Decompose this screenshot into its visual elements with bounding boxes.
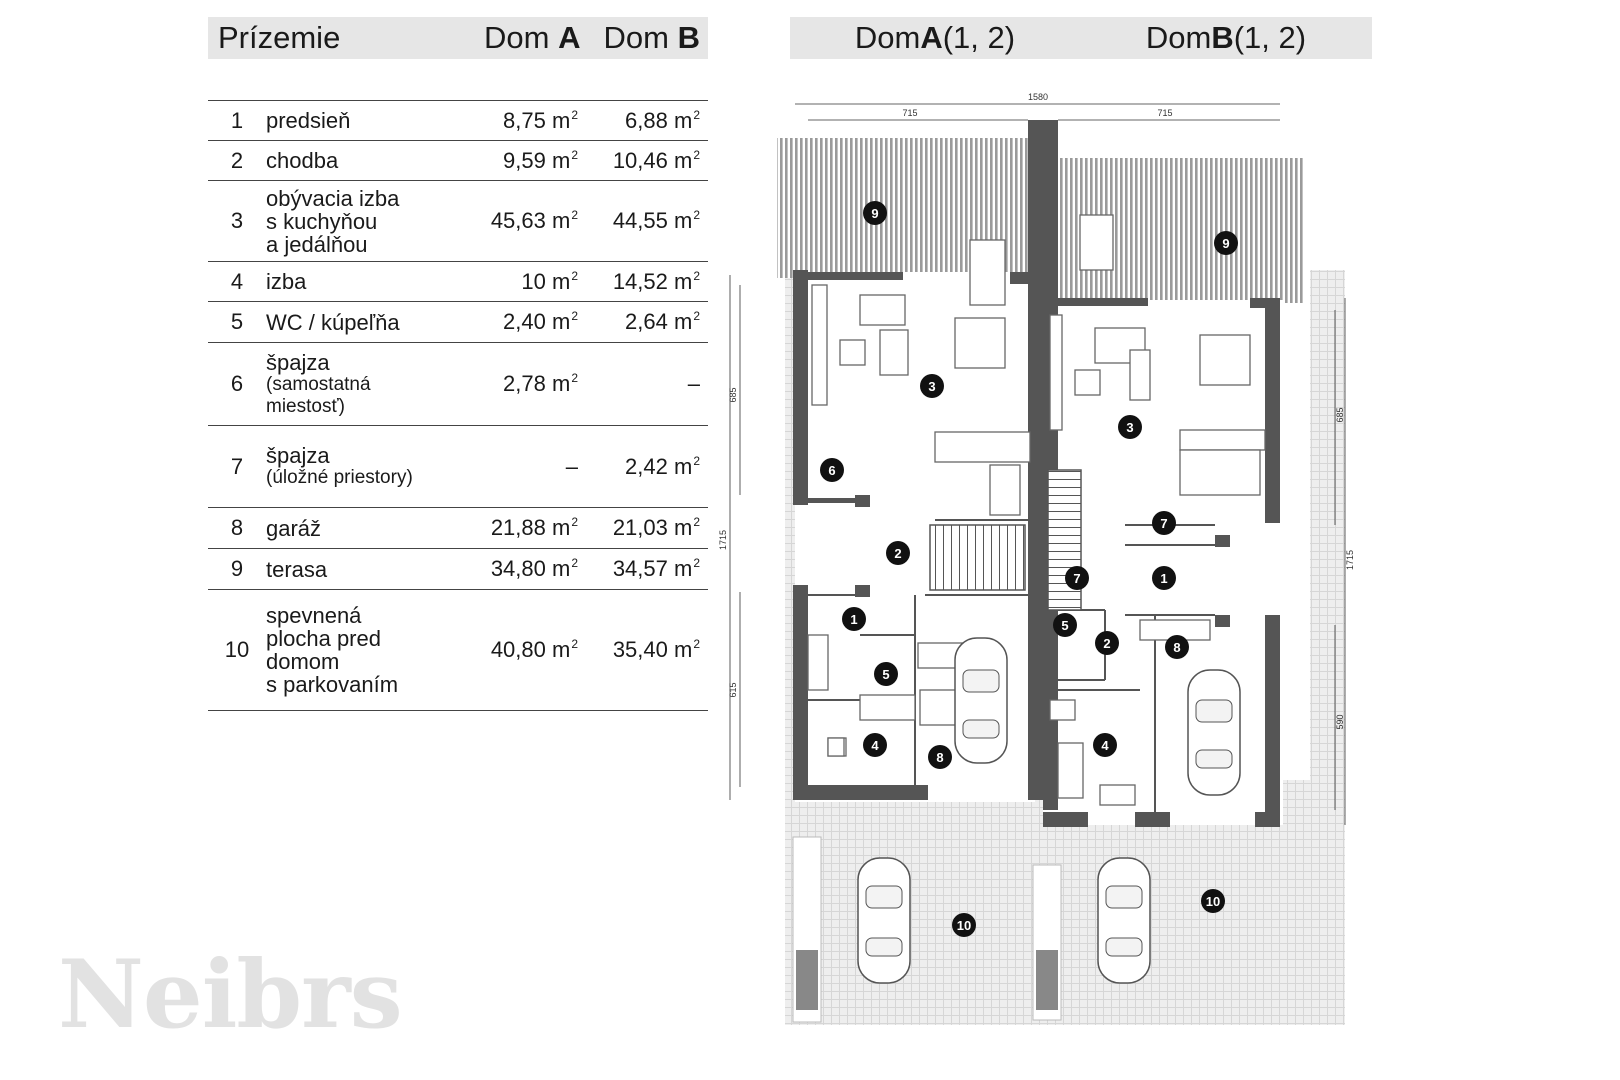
header-house-b-letter: B: [677, 20, 700, 55]
dim-house-a-width: 715: [902, 108, 918, 118]
svg-text:7: 7: [1160, 516, 1168, 531]
value-house-a: 2,40 $m^2$: [503, 309, 578, 334]
room-marker: [886, 541, 910, 565]
brand-watermark: Neibrs: [58, 940, 402, 1050]
bin-a: [796, 950, 818, 1010]
header-house-b: [580, 20, 708, 56]
room-marker: [1152, 566, 1176, 590]
value-house-b: 6,88 $m^2$: [625, 107, 700, 133]
header-floor-label: Prízemie: [218, 20, 341, 55]
row-label: chodba: [266, 148, 339, 173]
table-header: [208, 17, 708, 59]
car-parking-a: [858, 858, 910, 983]
svg-text:8: 8: [936, 750, 944, 765]
value-house-a: 34,80 $m^2$: [490, 556, 578, 581]
value-house-b: 44,55 $m^2$: [612, 208, 700, 233]
header-house-a-prefix: Dom: [484, 20, 559, 55]
dim-house-b-depth: 1715: [1345, 549, 1355, 571]
svg-text:5: 5: [882, 667, 890, 682]
room-marker: [863, 201, 887, 225]
value-house-a: 8,75 $m^2$: [503, 107, 578, 133]
room-marker: [1053, 613, 1077, 637]
room-marker: [1093, 733, 1117, 757]
svg-text:6: 6: [828, 463, 836, 478]
svg-text:10: 10: [1205, 894, 1221, 909]
table-row: [208, 548, 708, 589]
room-marker: [928, 745, 952, 769]
car-parking-b: [1098, 858, 1150, 983]
room-marker: [1095, 631, 1119, 655]
room-marker: [874, 662, 898, 686]
svg-text:2: 2: [1103, 636, 1111, 651]
room-marker: [952, 913, 976, 937]
svg-text:1: 1: [850, 612, 858, 627]
svg-text:1: 1: [1160, 571, 1168, 586]
value-house-b: 21,03 $m^2$: [612, 515, 700, 540]
svg-text:3: 3: [1126, 420, 1134, 435]
table-row: [208, 100, 708, 140]
svg-text:3: 3: [928, 379, 936, 394]
value-house-a: 21,88 $m^2$: [490, 515, 578, 540]
row-number: 6: [230, 371, 244, 396]
dim-house-a-upper: 685: [728, 387, 738, 403]
room-marker: [1214, 231, 1238, 255]
table-row: [208, 261, 708, 301]
value-house-b: –: [687, 371, 700, 396]
room-marker: [863, 733, 887, 757]
row-number: 2: [230, 147, 244, 173]
value-house-a: 45,63 $m^2$: [490, 208, 578, 233]
value-house-a: 10 $m^2$: [521, 268, 578, 294]
row-label: špajza (samostatná miestosť): [266, 349, 371, 417]
room-marker: [1065, 566, 1089, 590]
value-house-a: 9,59 $m^2$: [503, 147, 578, 173]
row-number: 8: [230, 515, 244, 540]
value-house-a: –: [565, 453, 578, 479]
room-marker: [820, 458, 844, 482]
dim-house-b-lower: 590: [1335, 714, 1345, 730]
svg-text:9: 9: [871, 206, 879, 221]
header-house-a: [471, 20, 581, 56]
room-marker: [1118, 415, 1142, 439]
table-row: [208, 507, 708, 548]
room-marker: [1152, 511, 1176, 535]
value-house-b: 34,57 $m^2$: [612, 556, 700, 581]
dim-house-a-lower: 615: [728, 682, 738, 698]
row-number: 9: [230, 556, 244, 581]
plan-header-house-a: DomA(1, 2): [854, 20, 1016, 55]
table-row: [208, 342, 708, 425]
svg-text:2: 2: [894, 546, 902, 561]
table-row: [208, 425, 708, 507]
bin-b: [1036, 950, 1058, 1010]
dim-total-width: 1580: [1027, 92, 1049, 102]
table-row: [208, 140, 708, 180]
stairs-house-a: [930, 525, 1025, 590]
row-label: spevnená plocha pred domom s parkovaním: [266, 603, 399, 697]
car-garage-a: [955, 638, 1007, 763]
row-number: 3: [230, 208, 244, 233]
room-marker: [842, 607, 866, 631]
dim-house-b-width: 715: [1157, 108, 1173, 118]
paving-right: [1310, 270, 1345, 790]
value-house-a: 40,80 $m^2$: [490, 637, 578, 662]
row-label: WC / kúpeľňa: [266, 309, 400, 335]
row-label: garáž: [266, 515, 322, 541]
row-label: izba: [266, 269, 307, 294]
value-house-b: 14,52 $m^2$: [612, 268, 700, 294]
value-house-b: 35,40 $m^2$: [612, 637, 700, 662]
row-label: obývacia izba s kuchyňou a jedálňou: [266, 185, 400, 257]
room-marker: [1165, 635, 1189, 659]
value-house-a: 2,78 $m^2$: [503, 371, 578, 396]
row-label: predsieň: [266, 108, 351, 133]
plan-header-house-b: DomB(1, 2): [1145, 20, 1307, 55]
row-number: 5: [230, 309, 244, 334]
room-marker: [920, 374, 944, 398]
floor-plan: [718, 80, 1400, 1070]
row-label: špajza (úložné priestory): [266, 443, 413, 488]
svg-text:7: 7: [1073, 571, 1081, 586]
room-area-table: [208, 100, 708, 711]
car-garage-b: [1188, 670, 1240, 795]
row-number: 10: [224, 637, 250, 662]
value-house-b: 2,42 $m^2$: [625, 453, 700, 479]
plan-header: [790, 17, 1372, 59]
dim-house-b-upper: 685: [1335, 407, 1345, 423]
svg-text:5: 5: [1061, 618, 1069, 633]
row-label: terasa: [266, 556, 328, 582]
table-row: [208, 301, 708, 342]
svg-text:9: 9: [1222, 236, 1230, 251]
header-house-a-letter: A: [558, 20, 581, 55]
svg-text:4: 4: [1101, 738, 1109, 753]
row-number: 1: [230, 107, 244, 133]
header-house-b-prefix: Dom: [603, 20, 678, 55]
value-house-b: 10,46 $m^2$: [612, 147, 700, 173]
value-house-b: 2,64 $m^2$: [625, 309, 700, 334]
room-marker: [1201, 889, 1225, 913]
svg-text:4: 4: [871, 738, 879, 753]
table-row: [208, 589, 708, 711]
svg-text:8: 8: [1173, 640, 1181, 655]
svg-text:10: 10: [956, 918, 972, 933]
row-number: 7: [230, 453, 244, 479]
table-row: [208, 180, 708, 261]
row-number: 4: [230, 268, 244, 294]
dim-house-a-depth: 1715: [718, 529, 728, 551]
